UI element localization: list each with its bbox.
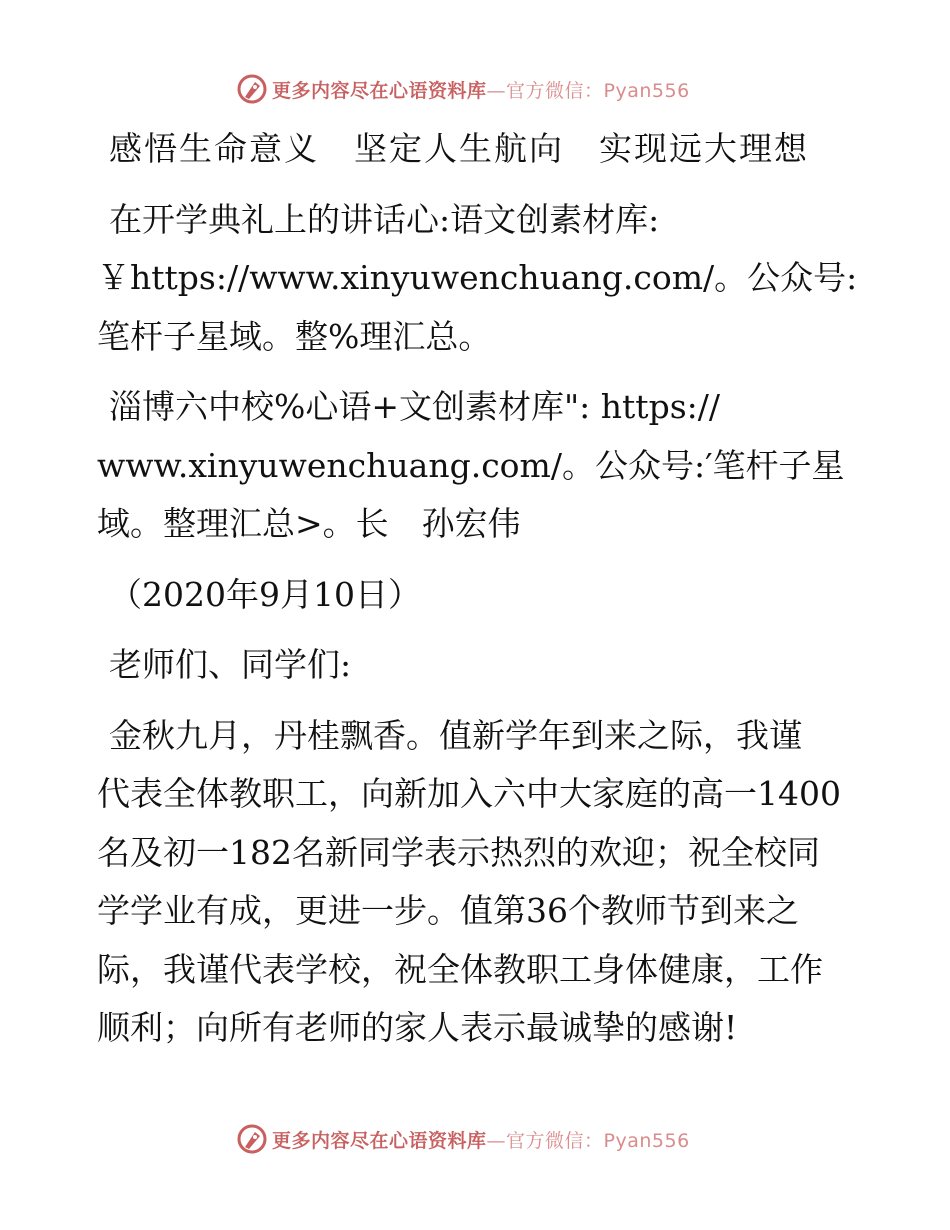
paragraph-1-line-3: 笔杆子星域。整%理汇总。 bbox=[97, 316, 492, 356]
paragraph-1-line-1: 在开学典礼上的讲话心:语文创素材库: bbox=[109, 199, 660, 239]
paragraph-2-line-1: 淄博六中校%心语+文创素材库": https:// bbox=[109, 387, 720, 426]
banner-rest-text: —官方微信： bbox=[486, 79, 604, 102]
banner-strong-text: 更多内容尽在心语资料库 bbox=[272, 1129, 487, 1152]
paragraph-3-line-4: 学学业有成，更进一步。值第36个教师节到来之 bbox=[97, 891, 799, 930]
paragraph-2 bbox=[97, 378, 867, 554]
banner-text bbox=[272, 1126, 690, 1153]
banner-strong-text: 更多内容尽在心语资料库 bbox=[272, 79, 487, 102]
banner-wechat-id: Pyan556 bbox=[603, 79, 690, 102]
paragraph-3-line-3: 名及初一182名新同学表示热烈的欢迎；祝全校同 bbox=[97, 832, 820, 872]
pen-logo-icon bbox=[236, 73, 268, 105]
banner-rest-text: —官方微信： bbox=[486, 1129, 604, 1152]
paragraph-3-line-2: 代表全体教职工，向新加入六中大家庭的高一1400 bbox=[97, 774, 841, 813]
paragraph-3-line-5: 际，我谨代表学校，祝全体教职工身体健康，工作 bbox=[97, 949, 823, 989]
banner-wechat-id: Pyan556 bbox=[603, 1129, 690, 1152]
greeting: 老师们、同学们: bbox=[109, 645, 352, 684]
document-body bbox=[97, 120, 867, 1058]
paragraph-3-line-1: 金秋九月，丹桂飘香。值新学年到来之际，我谨 bbox=[109, 715, 802, 755]
document-title: 感悟生命意义 坚定人生航向 实现远大理想 bbox=[109, 129, 809, 168]
paragraph-2-line-3: 域。整理汇总>。长 孙宏伟 bbox=[97, 504, 521, 543]
speech-date: （2020年9月10日） bbox=[109, 574, 421, 614]
paragraph-3 bbox=[97, 707, 867, 1058]
header-banner bbox=[236, 72, 716, 106]
paragraph-1 bbox=[97, 191, 867, 367]
paragraph-1-line-2: ￥https://www.xinyuwenchuang.com/。公众号: bbox=[97, 258, 858, 297]
paragraph-2-line-2: www.xinyuwenchuang.com/。公众号:′笔杆子星 bbox=[97, 445, 845, 485]
footer-banner bbox=[236, 1122, 716, 1156]
banner-text bbox=[272, 76, 690, 103]
paragraph-3-line-6: 顺利；向所有老师的家人表示最诚挚的感谢! bbox=[97, 1008, 738, 1047]
pen-logo-icon bbox=[236, 1123, 268, 1155]
